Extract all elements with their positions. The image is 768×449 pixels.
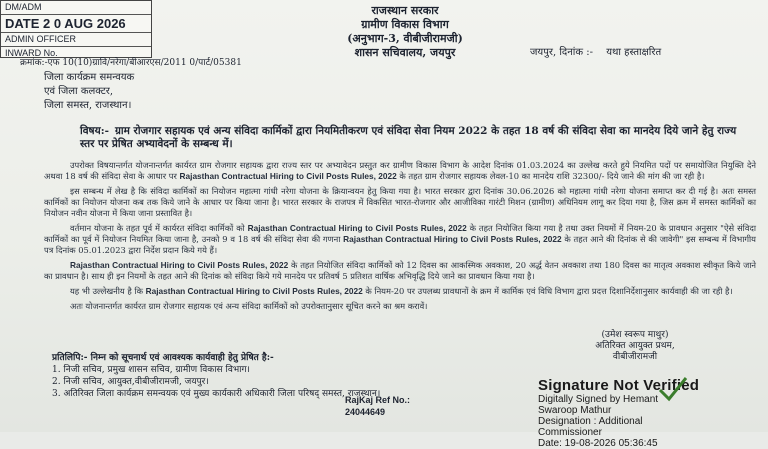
recipient-line-2: एवं जिला कलक्टर, <box>44 86 114 97</box>
paragraph-4-rules-name: Rajasthan Contractual Hiring to Civil Posts Rules, 2022 <box>70 260 289 270</box>
digital-signature-block <box>538 377 746 449</box>
letterhead-secretariat: शासन सचिवालय, जयपुर <box>354 46 456 59</box>
letterhead-section: (अनुभाग-3, वीबीजीरामजी) <box>347 32 463 45</box>
reference-number: क्रमांक:-एफ 10(10)ग्रावि/नरेगा/बीआरएस/2011 0/पार्ट/05381 <box>20 58 242 68</box>
paragraph-3 <box>44 223 756 256</box>
paragraph-1-rules-name: Rajasthan Contractual Hiring to Civil Posts Rules, 2022 <box>179 171 397 181</box>
letter-body <box>44 160 756 316</box>
subject <box>80 125 750 151</box>
paragraph-6: अतः योजनान्तर्गत कार्यरत ग्राम रोजगार सहायक एवं अन्य संविदा कार्मिकों को उपरोक्तानुसार सूचित करने का श्रम करावें। <box>70 301 428 311</box>
letterhead-govt: राजस्थान सरकार <box>371 4 439 17</box>
paragraph-3-rules-name-2: Rajasthan Contractual Hiring to Civil Posts Rules, 2022 <box>343 234 562 244</box>
subject-text: ग्राम रोजगार सहायक एवं अन्य संविदा कार्मिकों द्वारा नियमितीकरण एवं संविदा सेवा नियम 2022 के तहत 18 वर्ष की संविदा सेवा का मानदेय दिये जाने हेतु राज्य स्तर पर प्रेषित अभ्यावेदनों के सम्बन्ध में। <box>80 125 737 150</box>
paragraph-1 <box>44 160 756 182</box>
paragraph-3-rules-name-1: Rajasthan Contractual Hiring to Civil Posts Rules, 2022 <box>247 223 467 233</box>
signatory-office: वीबीजीरामजी <box>612 352 658 362</box>
signature-signer-line-1: Digitally Signed by Hemant <box>538 394 659 405</box>
letterhead <box>300 4 510 60</box>
paragraph-5 <box>44 286 756 297</box>
place-date <box>530 44 671 58</box>
rajkaj-number: 24044649 <box>345 407 386 417</box>
signature-designation-line-1: Designation : Additional <box>538 416 643 427</box>
paragraph-1-text-b: के तहत ग्राम रोजगार सहायक लेवल-10 का मानदेय राशि 32300/- दिये जाने की मांग की जा रही है। <box>399 171 705 181</box>
copy-to-item: 1. निजी सचिव, प्रमुख शासन सचिव, ग्रामीण विकास विभाग। <box>52 365 250 375</box>
signatory-block <box>570 330 700 363</box>
paragraph-5-text-b: के नियम-20 पर उपलब्ध प्रावधानों के क्रम में कार्मिक एवं विधि विभाग द्वारा प्रदत्त दिशानिर्देशानुसार कार्यवाही की जा रही है। <box>365 286 733 296</box>
paragraph-1-text-a: उपरोक्त विषयान्तर्गत योजनान्तर्गत कार्यरत ग्राम रोजगार सहायक द्वारा राज्य स्तर पर अभ्यावेदन प्रस्तुत कर ग्रामीण विकास विभाग के आदेश दिनांक 01.03.2024 का उल्लेख करते हुये नियमित पदों पर समायोजित नियुक्ति देने अथवा 18 वर्ष की संविदा सेवा के आधार पर <box>44 160 756 181</box>
recipient-block <box>44 71 134 113</box>
stamp-officer: ADMIN OFFICER <box>1 33 151 47</box>
paragraph-3-text-a: वर्तमान योजना के तहत पूर्व में कार्यरत संविदा कार्मिकों को <box>70 223 245 233</box>
copy-to-item: 2. निजी सचिव, आयुक्त,वीबीजीरामजी, जयपुर। <box>52 377 209 387</box>
stamp-office: DM/ADM <box>1 1 151 15</box>
verification-check-icon <box>656 372 690 406</box>
paragraph-3-text-b: के तहत नियोजित किया गया है तथा उक्त नियमों में नियम-20 के प्रावधान अनुसार "ऐसे संविदा कार्मिकों का पूर्व में नियोजन नियमित किया जाना है, उनको 9 व 18 वर्ष की संविदा सेवा की गणना <box>44 223 756 244</box>
recipient-line-3: जिला समस्त, राजस्थान। <box>44 100 132 111</box>
date-text: यथा हस्ताक्षरित <box>606 47 662 58</box>
signature-status: Signature Not Verified <box>538 377 700 394</box>
signatory-designation: अतिरिक्त आयुक्त प्रथम, <box>595 341 675 351</box>
copy-to-item: 3. अतिरिक्त जिला कार्यक्रम समन्वयक एवं मुख्य कार्यकारी अधिकारी जिला परिषद् समस्त, राजस्थान। <box>52 389 381 399</box>
copy-to-block <box>52 352 380 400</box>
signature-date: Date: 19-08-2026 05:36:45 <box>538 438 658 449</box>
paragraph-4-text: के तहत नियोजित संविदा कार्मिकों को 12 दिवस का आकस्मिक अवकाश, 20 अर्द्ध वेतन अवकाश तथा 180 दिवस का मातृत्व अवकाश स्वीकृत किये जाने का प्रावधान है। साथ ही इन नियमों के तहत आने की दिनांक को संविदा किये गये मानदेय पर प्रतिवर्ष 5 प्रतिशत वार्षिक अभिवृद्धि दिये जाने का प्रावधान किया गया है। <box>44 260 756 281</box>
paragraph-4 <box>44 260 756 282</box>
signature-designation-line-2: Commissioner <box>538 427 602 438</box>
paragraph-2: इस सम्बन्ध में लेख है कि संविदा कार्मिकों का नियोजन महात्मा गांधी नरेगा योजना के क्रियान्वयन हेतु किया गया है। भारत सरकार द्वारा दिनांक 30.06.2026 को महात्मा गांधी नरेगा योजना समाप्त कर दी गई है। अतः समस्त कार्मिकों का नियोजन योजना कब तक किये जाने के आधार पर किया जाना है। भारत सरकार के राजपत्र में विकसित भारत-रोजगार और आजीविका गारंटी मिशन (ग्रामीण) अधिनियम लागू कर दिया गया है, जिस क्रम में समस्त कार्मिकों का नियोजन नवीन योजना में किया जाना प्रस्तावित है। <box>44 186 756 218</box>
rajkaj-label: RajKaj Ref No.: <box>345 395 411 405</box>
place-label: जयपुर, दिनांक :- <box>530 47 593 58</box>
inward-stamp <box>0 0 152 58</box>
stamp-date: DATE 2 0 AUG 2026 <box>1 15 151 33</box>
copy-to-title: प्रतिलिपि:- निम्न को सूचनार्थ एवं आवश्यक कार्यवाही हेतु प्रेषित है:- <box>52 353 274 363</box>
recipient-line-1: जिला कार्यक्रम समन्वयक <box>44 72 135 83</box>
paragraph-5-text-a: यह भी उल्लेखनीय है कि <box>70 286 143 296</box>
paragraph-3-text-c: के तहत आने की दिनांक से की जावेगी" इस सम्बन्ध में विभागीय पत्र दिनांक 05.01.2023 द्वारा निर्देश प्रदान किये गये हैं। <box>44 234 756 255</box>
letterhead-dept: ग्रामीण विकास विभाग <box>361 18 449 31</box>
rajkaj-reference <box>345 394 410 418</box>
signatory-name: (उमेश स्वरूप माथुर) <box>601 330 669 340</box>
subject-label: विषय:- <box>80 125 109 137</box>
stamp-inward-no: INWARD No. <box>5 48 58 58</box>
signature-signer-line-2: Swaroop Mathur <box>538 405 612 416</box>
paragraph-5-rules-name: Rajasthan Contractual Hiring to Civil Posts Rules, 2022 <box>145 286 363 296</box>
